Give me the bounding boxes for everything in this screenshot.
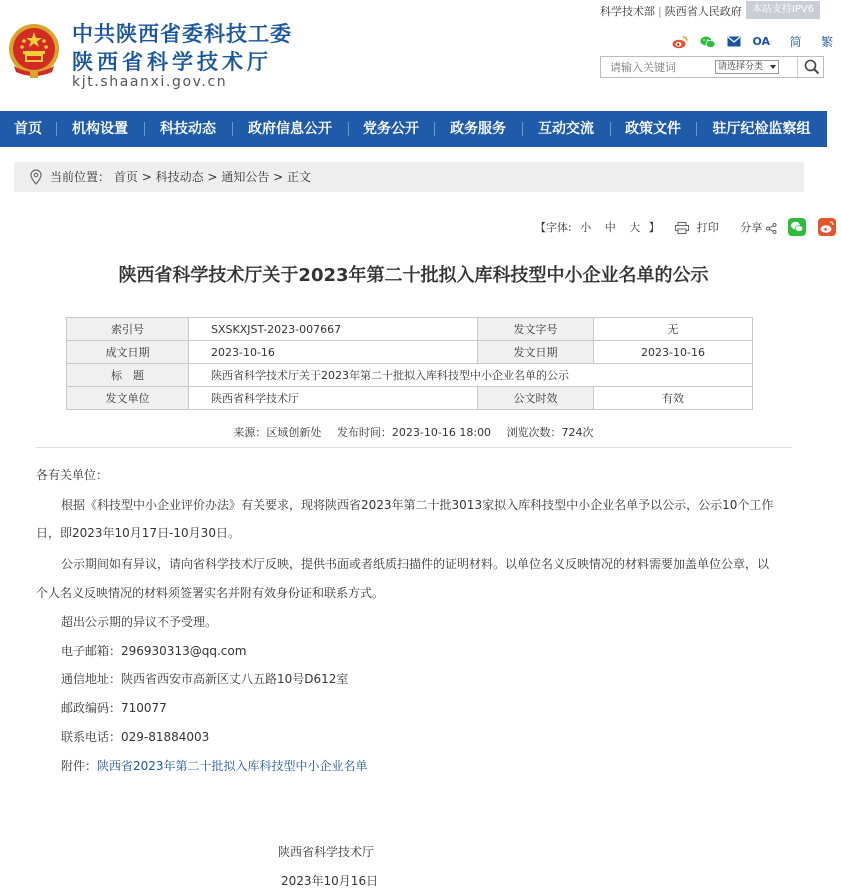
- meta-value: 陕西省科学技术厅: [189, 387, 478, 410]
- meta-label: 发文日期: [478, 341, 594, 364]
- font-size-label: 【字体:: [535, 221, 572, 234]
- nav-organization[interactable]: 机构设置: [56, 111, 144, 147]
- search-icon: [804, 59, 820, 75]
- body-paragraph: 日，即2023年10月17日-10月30日。: [36, 526, 240, 540]
- main-nav: [0, 111, 827, 147]
- contact-phone: 联系电话：029-81884003: [61, 730, 210, 744]
- weibo-icon[interactable]: [672, 35, 688, 49]
- table-row: [67, 341, 753, 364]
- search-category-select[interactable]: [715, 60, 779, 74]
- article-title: 陕西省科学技术厅关于2023年第二十批拟入库科技型中小企业名单的公示: [118, 265, 709, 286]
- table-row: [67, 364, 753, 387]
- breadcrumb-tech-news[interactable]: 科技动态: [155, 170, 204, 184]
- body-salutation: 各有关单位：: [36, 468, 109, 482]
- chevron-down-icon: [770, 65, 776, 69]
- meta-label: 发文字号: [478, 318, 594, 341]
- breadcrumb-separator: >: [273, 170, 284, 184]
- search-box: [600, 56, 824, 78]
- contact-postcode: 邮政编码：710077: [61, 701, 167, 715]
- share-label: 分享: [740, 221, 763, 234]
- nav-discipline-inspection[interactable]: 驻厅纪检监察组: [696, 111, 827, 147]
- location-pin-icon: [30, 169, 42, 185]
- font-size-close: 】: [648, 221, 660, 234]
- breadcrumb: [14, 162, 804, 192]
- meta-label: 索引号: [67, 318, 189, 341]
- top-links: 科学技术部 | 陕西省人民政府: [600, 5, 742, 18]
- attachment-link[interactable]: 陕西省2023年第二十批拟入库科技型中小企业名单: [97, 759, 368, 773]
- breadcrumb-notices[interactable]: 通知公告: [221, 170, 270, 184]
- breadcrumb-home[interactable]: 首页: [113, 170, 138, 184]
- share-button[interactable]: [740, 219, 777, 235]
- article-date: 2023年10月16日: [281, 874, 379, 888]
- meta-value: 有效: [594, 387, 753, 410]
- article-source-line: [0, 424, 827, 440]
- search-button[interactable]: [797, 57, 824, 77]
- nav-policy-docs[interactable]: 政策文件: [610, 111, 696, 147]
- meta-label: 发文单位: [67, 387, 189, 410]
- nav-tech-news[interactable]: 科技动态: [144, 111, 232, 147]
- top-link-provincial-gov[interactable]: 陕西省人民政府: [664, 5, 742, 18]
- print-label: 打印: [696, 221, 719, 234]
- font-small-button[interactable]: 小: [580, 221, 592, 234]
- org-name-line2: 陕西省科学技术厅: [72, 50, 272, 74]
- search-category-value: 请选择分类: [718, 62, 764, 72]
- contact-address: 通信地址：陕西省西安市高新区丈八五路10号D612室: [61, 672, 349, 686]
- wechat-share-icon[interactable]: [788, 218, 806, 236]
- mail-icon[interactable]: [727, 36, 741, 47]
- breadcrumb-current: 正文: [287, 170, 312, 184]
- contact-email: 电子邮箱：296930313@qq.com: [61, 644, 247, 658]
- attachment-row: [36, 757, 368, 774]
- national-emblem-icon: [6, 22, 62, 80]
- search-input[interactable]: [601, 57, 711, 77]
- body-paragraph: 根据《科技型中小企业评价办法》有关要求，现将陕西省2023年第二十批3013家拟入库科技型中小企业名单予以公示，公示10个工作: [61, 498, 774, 512]
- org-name-line1: 中共陕西省委科技工委: [72, 22, 292, 46]
- article-publish-time: 发布时间：2023-10-16 18:00: [336, 426, 492, 439]
- nav-home[interactable]: 首页: [14, 121, 42, 137]
- meta-value: 2023-10-16: [189, 341, 478, 364]
- meta-value: 无: [594, 318, 753, 341]
- weibo-share-icon[interactable]: [818, 218, 836, 236]
- article-tools: [535, 218, 836, 236]
- nav-gov-services[interactable]: 政务服务: [434, 111, 522, 147]
- traditional-chinese-link[interactable]: 繁: [821, 35, 834, 49]
- attachment-label: 附件：: [61, 759, 98, 773]
- meta-label: 成文日期: [67, 341, 189, 364]
- meta-label: 标 题: [67, 364, 189, 387]
- simplified-chinese-link[interactable]: 简: [789, 35, 802, 49]
- printer-icon: [675, 222, 689, 234]
- meta-value: 2023-10-16: [594, 341, 753, 364]
- meta-value: SXSKXJST-2023-007667: [189, 318, 478, 341]
- site-header: [0, 0, 834, 111]
- body-paragraph: 超出公示期的异议不予受理。: [61, 615, 218, 629]
- font-medium-button[interactable]: 中: [604, 221, 616, 234]
- nav-party-affairs[interactable]: 党务公开: [348, 111, 434, 147]
- ipv6-badge: 本站支持IPV6: [746, 1, 820, 19]
- meta-value: 陕西省科学技术厅关于2023年第二十批拟入库科技型中小企业名单的公示: [189, 364, 753, 387]
- meta-label: 公文时效: [478, 387, 594, 410]
- body-paragraph: 个人名义反映情况的材料须签署实名并附有效身份证和联系方式。: [36, 586, 385, 600]
- share-icon: [766, 223, 777, 234]
- breadcrumb-separator: >: [207, 170, 218, 184]
- wechat-icon[interactable]: [700, 35, 716, 49]
- site-domain: kjt.shaanxi.gov.cn: [72, 74, 228, 90]
- top-link-most[interactable]: 科学技术部: [600, 5, 655, 18]
- nav-gov-info[interactable]: 政府信息公开: [232, 111, 348, 147]
- table-row: [67, 318, 753, 341]
- body-paragraph: 公示期间如有异议，请向省科学技术厅反映，提供书面或者纸质扫描件的证明材料。以单位名义反映情况的材料需要加盖单位公章，以: [61, 557, 770, 571]
- article-meta-table: [66, 317, 753, 410]
- article-signature: 陕西省科学技术厅: [278, 845, 375, 859]
- divider: [36, 447, 792, 448]
- font-large-button[interactable]: 大: [629, 221, 641, 234]
- table-row: [67, 387, 753, 410]
- article-source: 来源：区域创新处: [233, 426, 322, 439]
- nav-interaction[interactable]: 互动交流: [522, 111, 610, 147]
- article-views: 浏览次数：724次: [506, 426, 594, 439]
- header-icon-bar: [672, 33, 841, 49]
- print-button[interactable]: [675, 219, 719, 235]
- oa-link[interactable]: OA: [752, 35, 771, 48]
- breadcrumb-label: 当前位置：: [50, 170, 111, 184]
- breadcrumb-separator: >: [141, 170, 152, 184]
